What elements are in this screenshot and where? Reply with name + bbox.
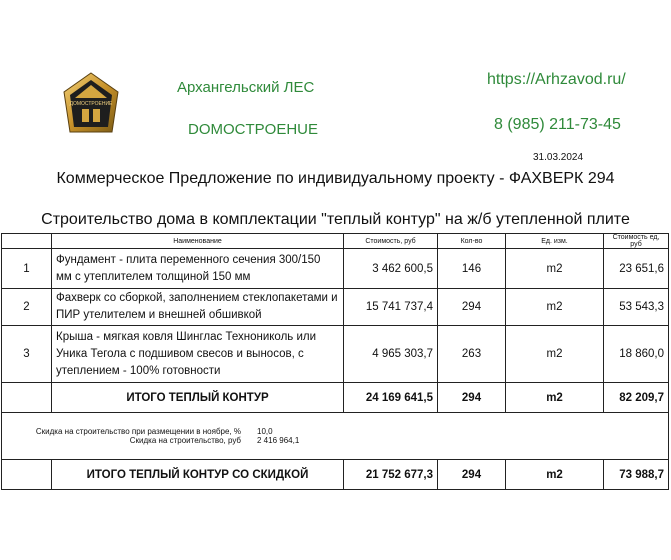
- discount-rub-label: Скидка на строительство, руб: [129, 436, 241, 445]
- row-cost: 3 462 600,5: [344, 249, 438, 289]
- total-discount-unit: m2: [506, 460, 604, 490]
- total-discount-qty: 294: [438, 460, 506, 490]
- construction-title: Строительство дома в комплектации "теплый контур" на ж/б утепленной плите: [41, 211, 630, 228]
- total-qty: 294: [438, 383, 506, 413]
- logo-text: ДОМОСТРОЕНИЕ: [69, 101, 113, 107]
- row-unit-cost: 23 651,6: [604, 249, 669, 289]
- company-subtitle: DOMOCTPOEHUE: [188, 121, 319, 138]
- col-unitcost-header: Стоимость ед, руб: [604, 234, 669, 249]
- row-cost: 4 965 303,7: [344, 326, 438, 383]
- discount-rub-value: 2 416 964,1: [257, 436, 300, 445]
- row-number: 2: [2, 289, 52, 326]
- row-qty: 146: [438, 249, 506, 289]
- table-row: [2, 249, 669, 289]
- discount-block: [2, 413, 669, 460]
- table-row: [2, 326, 669, 383]
- table-row: [2, 289, 669, 326]
- col-unit-header: Ед. изм.: [506, 234, 604, 249]
- row-unit: m2: [506, 249, 604, 289]
- col-qty-header: Кол-во: [438, 234, 506, 249]
- row-unit-cost: 53 543,3: [604, 289, 669, 326]
- row-number: 3: [2, 326, 52, 383]
- row-unit: m2: [506, 326, 604, 383]
- discount-row: [2, 413, 669, 460]
- col-cost-header: Стоимость, руб: [344, 234, 438, 249]
- row-number: 1: [2, 249, 52, 289]
- document-date: 31.03.2024: [533, 152, 584, 163]
- total-discount-label: ИТОГО ТЕПЛЫЙ КОНТУР СО СКИДКОЙ: [52, 460, 344, 490]
- table-header: [2, 234, 669, 249]
- offer-title: Коммерческое Предложение по индивидуальному проекту - ФАХВЕРК 294: [56, 170, 615, 187]
- discount-percent-label: Скидка на строительство при размещении в ноябре, %: [35, 427, 241, 436]
- total-label: ИТОГО ТЕПЛЫЙ КОНТУР: [52, 383, 344, 413]
- row-name: Фахверк со сборкой, заполнением стеклопакетами и ПИР утелителем и внешней обшивкой: [52, 289, 344, 326]
- col-name-header: Наименование: [52, 234, 344, 249]
- row-qty: 294: [438, 289, 506, 326]
- total-discount-unit-cost: 73 988,7: [604, 460, 669, 490]
- row-unit-cost: 18 860,0: [604, 326, 669, 383]
- row-name: Фундамент - плита переменного сечения 300/150 мм с утеплителем толщиной 150 мм: [52, 249, 344, 289]
- website-link[interactable]: https://Arhzavod.ru/: [487, 71, 626, 88]
- total-row: [2, 383, 669, 413]
- row-unit: m2: [506, 289, 604, 326]
- total-discount-cost: 21 752 677,3: [344, 460, 438, 490]
- row-name: Крыша - мягкая ковля Шинглас Технониколь или Уника Тегола с подшивом свесов и выносов, с утеплением - 100% готовности: [52, 326, 344, 383]
- total-discount-row: [2, 460, 669, 490]
- row-cost: 15 741 737,4: [344, 289, 438, 326]
- total-unit-cost: 82 209,7: [604, 383, 669, 413]
- estimate-table: [1, 233, 669, 490]
- total-unit: m2: [506, 383, 604, 413]
- discount-percent-value: 10,0: [257, 427, 273, 436]
- company-logo: [62, 72, 120, 134]
- row-qty: 263: [438, 326, 506, 383]
- phone-number[interactable]: 8 (985) 211-73-45: [494, 116, 621, 133]
- company-name: Архангельский ЛЕС: [177, 79, 315, 96]
- total-cost: 24 169 641,5: [344, 383, 438, 413]
